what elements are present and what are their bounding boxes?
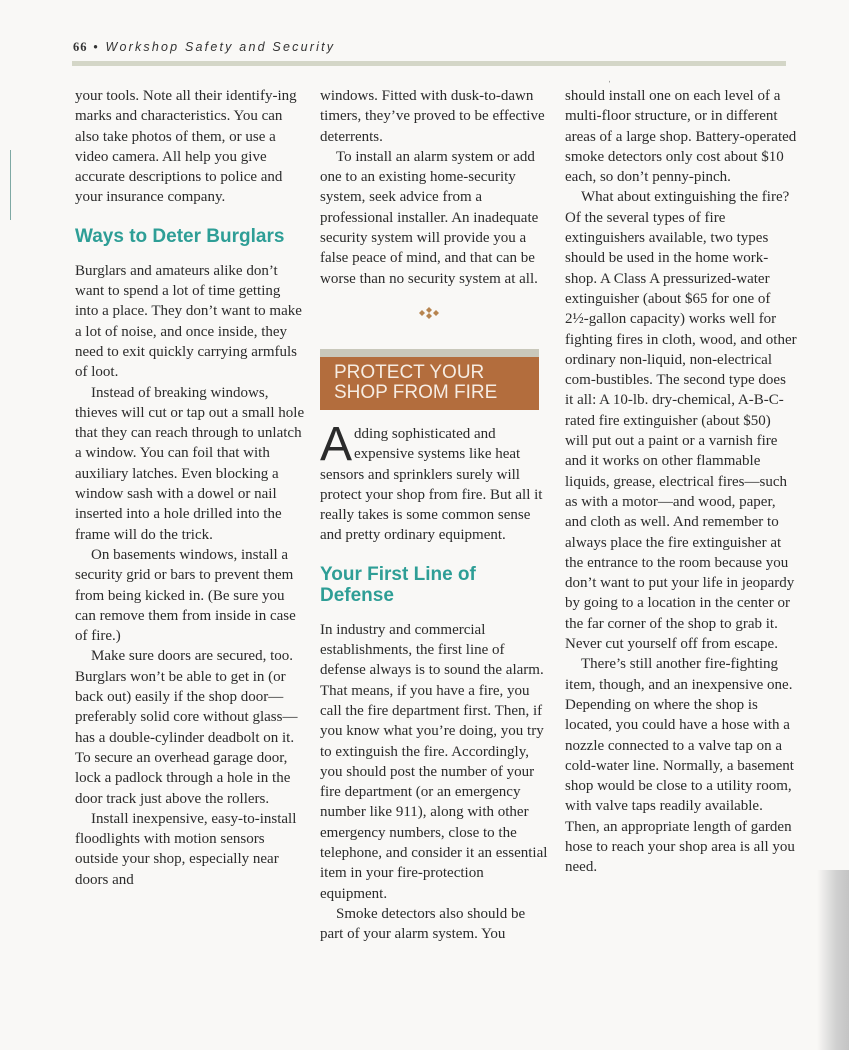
banner-line: PROTECT YOUR xyxy=(334,361,485,383)
running-head xyxy=(73,40,335,55)
section-banner xyxy=(320,349,539,410)
margin-mark xyxy=(10,150,11,220)
diamond-ornament-icon xyxy=(418,307,440,319)
header-bullet: • xyxy=(93,40,100,54)
paragraph: Make sure doors are secured, too. Burglars won’t be able to get in (or back out) easily if the shop door—preferably solid core without glass—has a double-cylinder deadbolt on it. To secure an overhead garage door, lock a padlock through a hole in the door track just above the rollers. xyxy=(75,648,298,807)
paragraph: In industry and commercial establishments, the first line of defense always is to sound the alarm. That means, if you have a fire, you call the fire department first. Then, if you know what you’re doing, you try to extinguish the fire. Accordingly, you should post the number of your fire department (or an emergency number like 911), along with other emergency numbers, close to the telephone, and consider it an essential item in your fire-protection equipment. xyxy=(320,621,548,902)
chapter-title: Workshop Safety and Security xyxy=(105,40,336,54)
lead-paragraph xyxy=(320,417,552,546)
drop-cap: A xyxy=(320,417,353,471)
column-2 xyxy=(320,86,552,945)
paragraph: Install inexpensive, easy-to-install floodlights with motion sensors outside your shop, especially near doors and xyxy=(75,810,297,888)
paragraph: What about extinguishing the fire? Of the several types of fire extinguishers available, two types should be used in the home work-shop. A Class A pressurized-water extinguisher (about $65 for one of 2½-gallon capacity) works well for fighting fires in cloth, wood, and other ordinary non-liquid, non-electrical com-bustibles. The second type does it all: A 10-lb. dry-chemical, A-B-C-rated fire extinguisher (about $50) will put out a paint or a varnish fire and it works on other flammable liquids, grease, electrical fires—such as with a motor—and wood, paper, and cloth as well. And remember to always place the fire extinguisher at the entrance to the room because you don’t want to put your life in jeopardy by going to a location in the center or the far corner of the shop to grab it. Never cut yourself off from escape. xyxy=(565,189,797,653)
paragraph: There’s still another fire-fighting item, though, and an inexpensive one. Depending on where the shop is located, you could have a hose with a nozzle connected to a valve tap on a cold-water line. Normally, a basement shop would be close to a utility room, with valve taps readily available. Then, an appropriate length of garden hose to reach your shop area is all you need. xyxy=(565,656,795,876)
page-number: 66 xyxy=(73,40,88,54)
header-rule xyxy=(72,61,786,66)
stray-mark: ˌ xyxy=(608,72,612,83)
paragraph: Burglars and amateurs alike don’t want to spend a lot of time getting into a place. They don’t want to make a lot of noise, and once inside, they need to exit quickly carrying armfuls of loot. xyxy=(75,262,302,381)
paragraph: Instead of breaking windows, thieves will cut or tap out a small hole that they can reach through to unlatch a window. You can foil that with auxiliary latches. Even blocking a window sash with a dowel or nail inserted into a hole drilled into the frame will do the trick. xyxy=(75,384,305,543)
paragraph: should install one on each level of a multi-floor structure, or in different areas of a large shop. Battery-operated smoke detectors only cost about $10 each, so don’t penny-pinch. xyxy=(565,88,797,186)
column-1 xyxy=(75,86,307,890)
section-heading: Your First Line of Defense xyxy=(320,563,476,606)
paragraph: your tools. Note all their identify-ing marks and characteristics. You can also take photos of them, or use a video camera. All help you give accurate descriptions to police and your insurance company. xyxy=(75,88,297,206)
paragraph: Smoke detectors also should be part of your alarm system. You xyxy=(320,905,526,943)
paragraph: To install an alarm system or add one to an existing home-security system, seek advice from a professional installer. An inadequate security system will provide you a false peace of mind, and that can be worse than no security system at all. xyxy=(320,148,539,287)
page-edge-shadow xyxy=(817,870,849,1050)
paragraph: windows. Fitted with dusk-to-dawn timers, they’ve proved to be effective deterrents. xyxy=(320,88,545,145)
section-heading: Ways to Deter Burglars xyxy=(75,225,285,247)
lead-text: dding sophisticated and expensive systems like heat sensors and sprinklers surely will protect your shop from fire. But all it really takes is some common sense and pretty ordinary equipment. xyxy=(320,425,543,544)
banner-line: SHOP FROM FIRE xyxy=(334,381,498,403)
paragraph: On basements windows, install a security grid or bars to prevent them from being kicked in. (Be sure you can remove them from inside in case of fire.) xyxy=(75,546,296,645)
column-3 xyxy=(565,86,797,878)
ornament xyxy=(320,289,552,349)
